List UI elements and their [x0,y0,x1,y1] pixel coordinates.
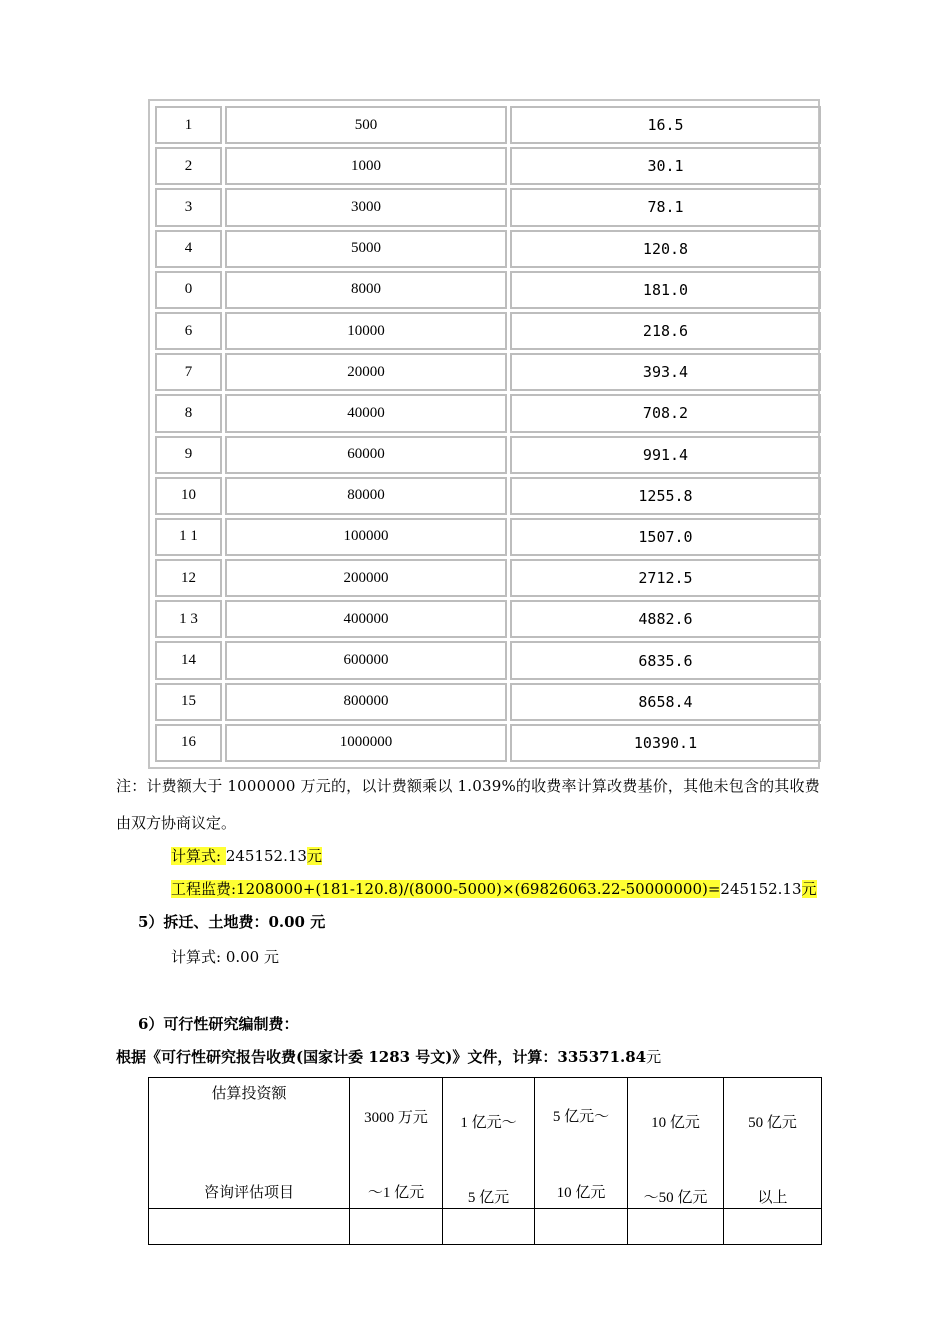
fee-cell: 181.0 [510,271,821,309]
fee-cell: 1507.0 [510,518,821,556]
calc-value: 245152.13 [225,847,307,865]
row-number-cell: 3 [155,188,222,226]
amount-cell: 600000 [225,641,507,679]
corner-bottom-label: 咨询评估项目 [203,1185,294,1201]
fee-table-row [155,230,821,268]
fee-cell: 10390.1 [510,724,821,762]
amount-cell: 5000 [225,230,507,268]
fee-rate-table [148,99,820,769]
fee-cell: 2712.5 [510,559,821,597]
fee-table-row [155,477,821,515]
fee-table-row [155,188,821,226]
col-3-bottom: 10 亿元 [556,1185,606,1201]
fee-table-row [155,394,821,432]
empty-cell [535,1209,628,1245]
row-number-cell: 1 3 [155,600,222,638]
fee-table-row [155,353,821,391]
col-4-bottom: ～50 亿元 [643,1190,708,1206]
row-number-cell: 4 [155,230,222,268]
fee-cell: 120.8 [510,230,821,268]
empty-cell [628,1209,724,1245]
col-5-bottom: 以上 [757,1190,788,1206]
amount-cell: 100000 [225,518,507,556]
row-number-cell: 14 [155,641,222,679]
amount-cell: 500 [225,106,507,144]
section-5-calc: 计算式: 0.00 元 [171,948,279,966]
amount-cell: 8000 [225,271,507,309]
calc-label: 计算式: [171,847,226,865]
col-1-top: 3000 万元 [364,1110,428,1126]
fee-note-line-1: 注：计费额大于 1000000 万元的，以计费额乘以 1.039%的收费率计算改费基价，其他未包含的其收费 [116,777,820,795]
supervision-value: 245152.13 [720,880,802,898]
fee-cell: 991.4 [510,436,821,474]
amount-cell: 800000 [225,683,507,721]
consult-col-4 [628,1078,724,1209]
amount-cell: 20000 [225,353,507,391]
fee-cell: 6835.6 [510,641,821,679]
row-number-cell: 2 [155,147,222,185]
row-number-cell: 16 [155,724,222,762]
col-1-bottom: ～1 亿元 [367,1185,425,1201]
amount-cell: 200000 [225,559,507,597]
fee-cell: 30.1 [510,147,821,185]
fee-table-row [155,518,821,556]
amount-cell: 10000 [225,312,507,350]
consult-col-1 [350,1078,443,1209]
consult-header-row [149,1078,822,1209]
section-6-title: 6）可行性研究编制费： [138,1015,299,1033]
row-number-cell: 7 [155,353,222,391]
fee-table-row [155,683,821,721]
fee-table-row [155,106,821,144]
fee-table-row [155,271,821,309]
fee-cell: 8658.4 [510,683,821,721]
row-number-cell: 1 [155,106,222,144]
row-number-cell: 12 [155,559,222,597]
row-number-cell: 0 [155,271,222,309]
row-number-cell: 8 [155,394,222,432]
calc-line-1 [171,845,322,866]
fee-cell: 16.5 [510,106,821,144]
empty-cell [149,1209,350,1245]
section-6-basis [116,1046,661,1067]
fee-cell: 393.4 [510,353,821,391]
amount-cell: 80000 [225,477,507,515]
fee-table-row [155,147,821,185]
amount-cell: 1000000 [225,724,507,762]
col-2-top: 1 亿元～ [460,1115,517,1131]
supervision-unit: 元 [801,880,817,898]
consult-col-2 [443,1078,535,1209]
fee-table-row [155,436,821,474]
row-number-cell: 6 [155,312,222,350]
col-2-bottom: 5 亿元 [467,1190,510,1206]
fee-cell: 1255.8 [510,477,821,515]
amount-cell: 40000 [225,394,507,432]
col-4-top: 10 亿元 [651,1115,700,1131]
amount-cell: 60000 [225,436,507,474]
calc-unit: 元 [306,847,322,865]
row-number-cell: 10 [155,477,222,515]
col-5-top: 50 亿元 [748,1115,797,1131]
fee-cell: 78.1 [510,188,821,226]
row-number-cell: 15 [155,683,222,721]
fee-cell: 708.2 [510,394,821,432]
calc-line-2 [171,878,817,899]
consult-corner-cell [149,1078,350,1209]
fee-cell: 218.6 [510,312,821,350]
col-3-top: 5 亿元～ [552,1109,610,1125]
row-number-cell: 1 1 [155,518,222,556]
corner-top-label: 估算投资额 [211,1086,287,1102]
section-5-title: 5）拆迁、土地费：0.00 元 [138,913,326,931]
empty-cell [443,1209,535,1245]
consult-fee-table [148,1077,822,1245]
amount-cell: 400000 [225,600,507,638]
fee-table-row [155,641,821,679]
fee-table-row [155,600,821,638]
fee-cell: 4882.6 [510,600,821,638]
empty-cell [724,1209,822,1245]
section-6-basis-unit: 元 [646,1048,662,1066]
supervision-formula: 工程监费:1208000+(181-120.8)/(8000-5000)×(69826063.22-50000000)= [171,880,721,898]
row-number-cell: 9 [155,436,222,474]
amount-cell: 3000 [225,188,507,226]
consult-col-5 [724,1078,822,1209]
empty-cell [350,1209,443,1245]
fee-table-row [155,724,821,762]
fee-table-row [155,312,821,350]
consult-empty-row [149,1209,822,1245]
amount-cell: 1000 [225,147,507,185]
fee-note-line-2: 由双方协商议定。 [116,814,237,832]
section-6-basis-text: 根据《可行性研究报告收费(国家计委 1283 号文)》文件，计算：335371.84 [116,1048,647,1066]
consult-col-3 [535,1078,628,1209]
fee-table-row [155,559,821,597]
